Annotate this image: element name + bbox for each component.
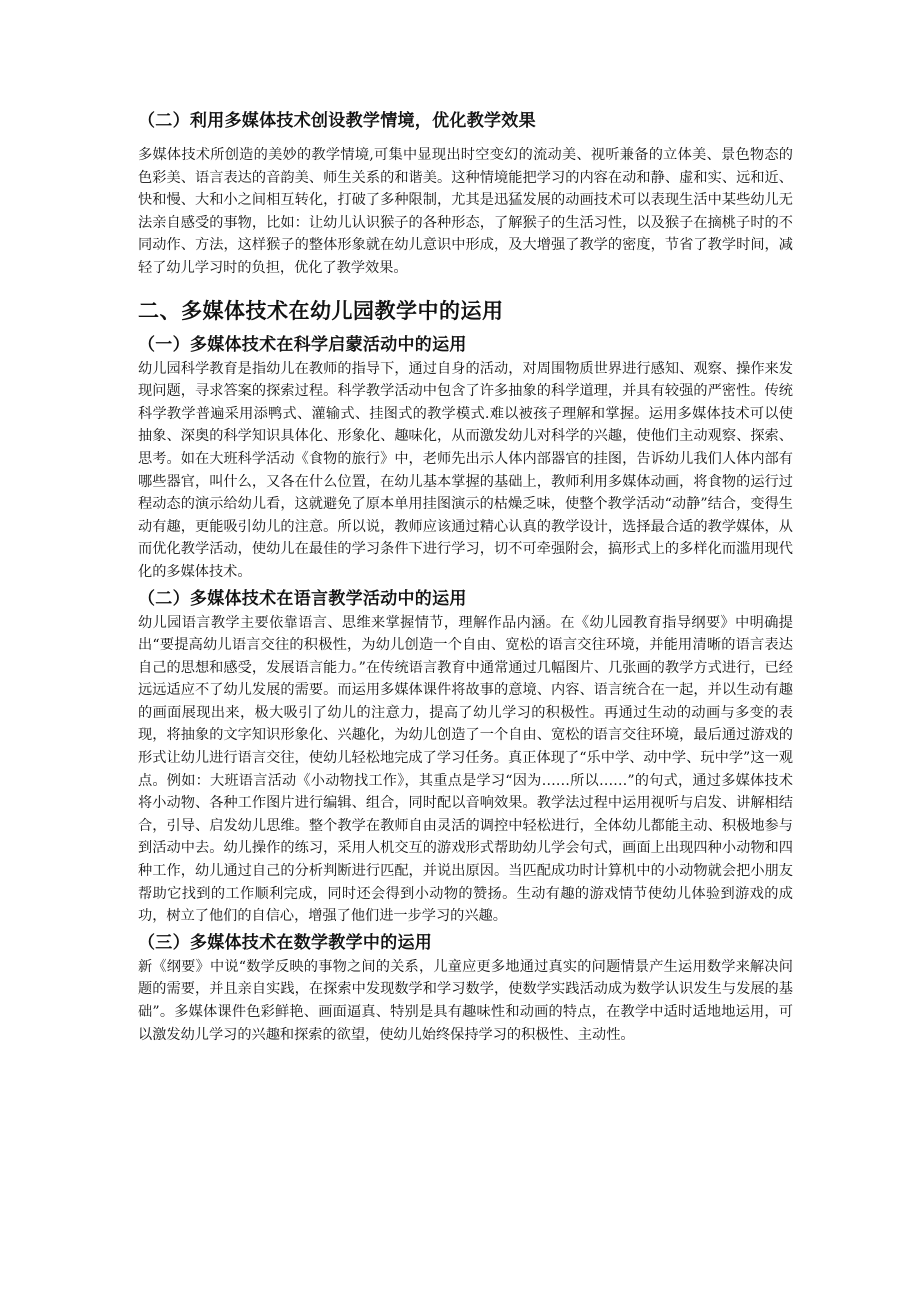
section-heading-language: （二）多媒体技术在语言教学活动中的运用	[138, 588, 467, 609]
section-heading-optimize-teaching: （二）利用多媒体技术创设教学情境，优化教学效果	[138, 111, 536, 131]
paragraph-teaching-situation: 多媒体技术所创造的美妙的教学情境,可集中显现出时空变幻的流动美、视听兼备的立体美、景色物态的色彩美、语言表达的音韵美、师生关系的和谐美。这种情境能把学习的内容在动和静、虚和实、远和近、快和慢、大和小之间相互转化，打破了多种限制，尤其是迅猛发展的动画技术可以表现生活中某些幼儿无法亲自感受的事物，比如：让幼儿认识猴子的各种形态，了解猴子的生活习性，以及猴子在摘桃子时的不同动作、方法，这样猴子的整体形象就在幼儿意识中形成，及大增强了教学的密度，节省了教学时间，减轻了幼儿学习时的负担，优化了教学效果。	[138, 147, 793, 276]
paragraph-math: 新《纲要》中说“数学反映的事物之间的关系，儿童应更多地通过真实的问题情景产生运用数学来解决问题的需要，并且亲自实践，在探索中发现数学和学习数学，使数学实践活动成为数学认识发生与发展的基础”。多媒体课件色彩鲜艳、画面逼真、特别是具有趣味性和动画的特点，在教学中适时适地地运用，可以激发幼儿学习的兴趣和探索的欲望，使幼儿始终保持学习的积极性、主动性。	[138, 958, 793, 1043]
chapter-heading-multimedia-application: 二、多媒体技术在幼儿园教学中的运用	[138, 297, 504, 323]
document-page	[138, 108, 793, 1048]
section-heading-science: （一）多媒体技术在科学启蒙活动中的运用	[138, 334, 467, 355]
section-heading-math: （三）多媒体技术在数学教学中的运用	[138, 932, 433, 953]
paragraph-language: 幼儿园语言教学主要依靠语言、思维来掌握情节，理解作品内涵。在《幼儿园教育指导纲要》中明确提出“要提高幼儿语言交往的积极性，为幼儿创造一个自由、宽松的语言交往环境，并能用清晰的语言表达自己的思想和感受，发展语言能力。”在传统语言教育中通常通过几幅图片、几张画的教学方式进行，已经远远适应不了幼儿发展的需要。而运用多媒体课件将故事的意境、内容、语言统合在一起，并以生动有趣的画面展现出来，极大吸引了幼儿的注意力，提高了幼儿学习的积极性。再通过生动的动画与多变的表现，将抽象的文字知识形象化、兴趣化，为幼儿创造了一个自由、宽松的语言交往环境，最后通过游戏的形式让幼儿进行语言交往，使幼儿轻松地完成了学习任务。真正体现了“乐中学、动中学、玩中学”这一观点。例如：大班语言活动《小动物找工作》，其重点是学习“因为……所以……”的句式，通过多媒体技术将小动物、各种工作图片进行编辑、组合，同时配以音响效果。教学法过程中运用视听与启发、讲解相结合，引导、启发幼儿思维。整个教学在教师自由灵活的调控中轻松进行，全体幼儿都能主动、积极地参与到活动中去。幼儿操作的练习，采用人机交互的游戏形式帮助幼儿学会句式，画面上出现四种小动物和四种工作，幼儿通过自己的分析判断进行匹配，并说出原因。当匹配成功时计算机中的小动物就会把小朋友帮助它找到的工作顺利完成，同时还会得到小动物的赞扬。生动有趣的游戏情节使幼儿体验到游戏的成功，树立了他们的自信心，增强了他们进一步学习的兴趣。	[138, 614, 793, 925]
paragraph-science: 幼儿园科学教育是指幼儿在教师的指导下，通过自身的活动，对周围物质世界进行感知、观察、操作来发现问题，寻求答案的探索过程。科学教学活动中包含了许多抽象的科学道理，并具有较强的严密性。传统科学教学普遍采用添鸭式、灌输式、挂图式的教学模式.难以被孩子理解和掌握。运用多媒体技术可以使抽象、深奥的科学知识具体化、形象化、趣味化，从而激发幼儿对科学的兴趣，使他们主动观察、探索、思考。如在大班科学活动《食物的旅行》中，老师先出示人体内部器官的挂图，告诉幼儿我们人体内部有哪些器官，叫什么，又各在什么位置，在幼儿基本掌握的基础上，教师利用多媒体动画，将食物的运行过程动态的演示给幼儿看，这就避免了原本单用挂图演示的枯燥乏味，使整个教学活动“动静”结合，变得生动有趣，更能吸引幼儿的注意。所以说，教师应该通过精心认真的教学设计，选择最合适的教学媒体，从而优化教学活动，使幼儿在最佳的学习条件下进行学习，切不可牵强附会，搞形式上的多样化而滥用现代化的多媒体技术。	[138, 360, 793, 580]
